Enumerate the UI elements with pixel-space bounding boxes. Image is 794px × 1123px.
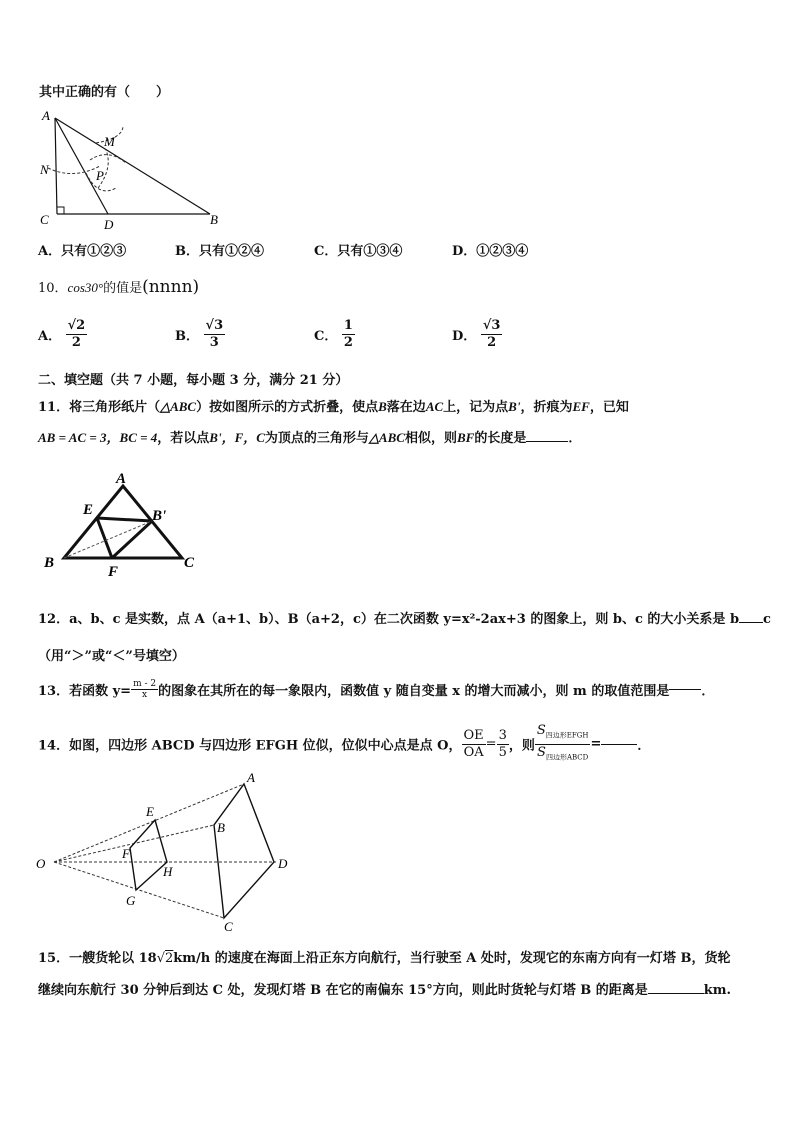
q12-line1: 12．a、b、c 是实数，点 A（a+1、b）、B（a+2，c）在二次函数 y=x²-2ax+3 的图象上，则 b、c 的大小关系是 b c bbox=[38, 612, 771, 627]
q14-label-d: D bbox=[278, 856, 288, 871]
q14-label-o: O bbox=[36, 856, 46, 871]
q9-option-b: B．只有①②④ bbox=[175, 244, 265, 259]
q14-label-h: H bbox=[163, 864, 173, 879]
q10-stem: 10．cos30°的值是(nnnn) bbox=[38, 277, 200, 297]
q14-line: 14．如图，四边形 ABCD 与四边形 EFGH 位似，位似中心点是点 O， $\frac{OE}{OA}$ = $\frac{3}{5}$ ，则 $\frac{S_{四边形EFGH}}{S_{四边形ABCD}}$ = ． bbox=[38, 723, 651, 762]
q11-figure bbox=[40, 466, 210, 581]
q11-label-c: C bbox=[184, 555, 195, 571]
q15-line2: 继续向东航行 30 分钟后到达 C 处，发现灯塔 B 在它的南偏东 15°方向，则此时货轮与灯塔 B 的距离是 km. bbox=[38, 983, 732, 998]
q9-option-c: C．只有①③④ bbox=[314, 244, 403, 259]
q9-option-d: D．①②③④ bbox=[452, 244, 529, 259]
q11-label-b1: B' bbox=[152, 508, 167, 524]
q14-figure bbox=[34, 770, 294, 935]
q9-label-p: P bbox=[96, 168, 104, 183]
q10-option-b: B． $\frac{√3}{3}$ bbox=[175, 318, 224, 350]
q9-label-m: M bbox=[104, 134, 115, 149]
q14-label-a: A bbox=[247, 770, 255, 785]
q9-label-b: B bbox=[210, 212, 218, 227]
q14-label-c: C bbox=[224, 919, 233, 934]
q9-figure bbox=[38, 108, 228, 233]
q9-label-a: A bbox=[42, 108, 50, 123]
q9-label-d: D bbox=[104, 217, 114, 232]
q11-label-e: E bbox=[83, 502, 94, 518]
q9-option-a: A．只有①②③ bbox=[38, 244, 127, 259]
q9-label-n: N bbox=[40, 162, 49, 177]
q14-label-g: G bbox=[126, 893, 136, 908]
q14-label-f: F bbox=[122, 846, 130, 861]
q11-line1: 11．将三角形纸片（△ABC）按如图所示的方式折叠，使点B落在边AC上，记为点B'，折痕为EF，已知 bbox=[38, 399, 629, 415]
q11-line2: AB = AC = 3，BC = 4，若以点B'，F，C为顶点的三角形与△ABC相似，则BF的长度是 ． bbox=[38, 430, 582, 446]
q12-line2: （用“＞”或“＜”号填空） bbox=[38, 649, 185, 664]
q14-label-b: B bbox=[217, 820, 225, 835]
q9-label-c: C bbox=[40, 212, 49, 227]
q10-option-a: A． $\frac{√2}{2}$ bbox=[38, 318, 86, 350]
q10-option-d: D． $\frac{√3}{2}$ bbox=[452, 318, 501, 350]
q10-option-c: C． $\frac{1}{2}$ bbox=[314, 318, 353, 350]
q9-stem-tail: 其中正确的有（ ） bbox=[39, 85, 170, 100]
q13-line: 13．若函数 y= $\frac{m - 2}{x}$ 的图象在其所在的每一象限内，函数值 y 随自变量 x 的增大而减小，则 m 的取值范围是 ． bbox=[38, 679, 715, 700]
q11-label-b: B bbox=[44, 555, 55, 571]
q11-label-a: A bbox=[116, 471, 127, 487]
section-title-fill-in: 二、填空题（共 7 小题，每小题 3 分，满分 21 分） bbox=[38, 373, 349, 388]
q14-label-e: E bbox=[146, 804, 154, 819]
q11-label-f: F bbox=[108, 564, 119, 580]
q15-line1: 15．一艘货轮以 18√2km/h 的速度在海面上沿正东方向航行，当行驶至 A 处时，发现它的东南方向有一灯塔 B，货轮 bbox=[38, 951, 731, 966]
